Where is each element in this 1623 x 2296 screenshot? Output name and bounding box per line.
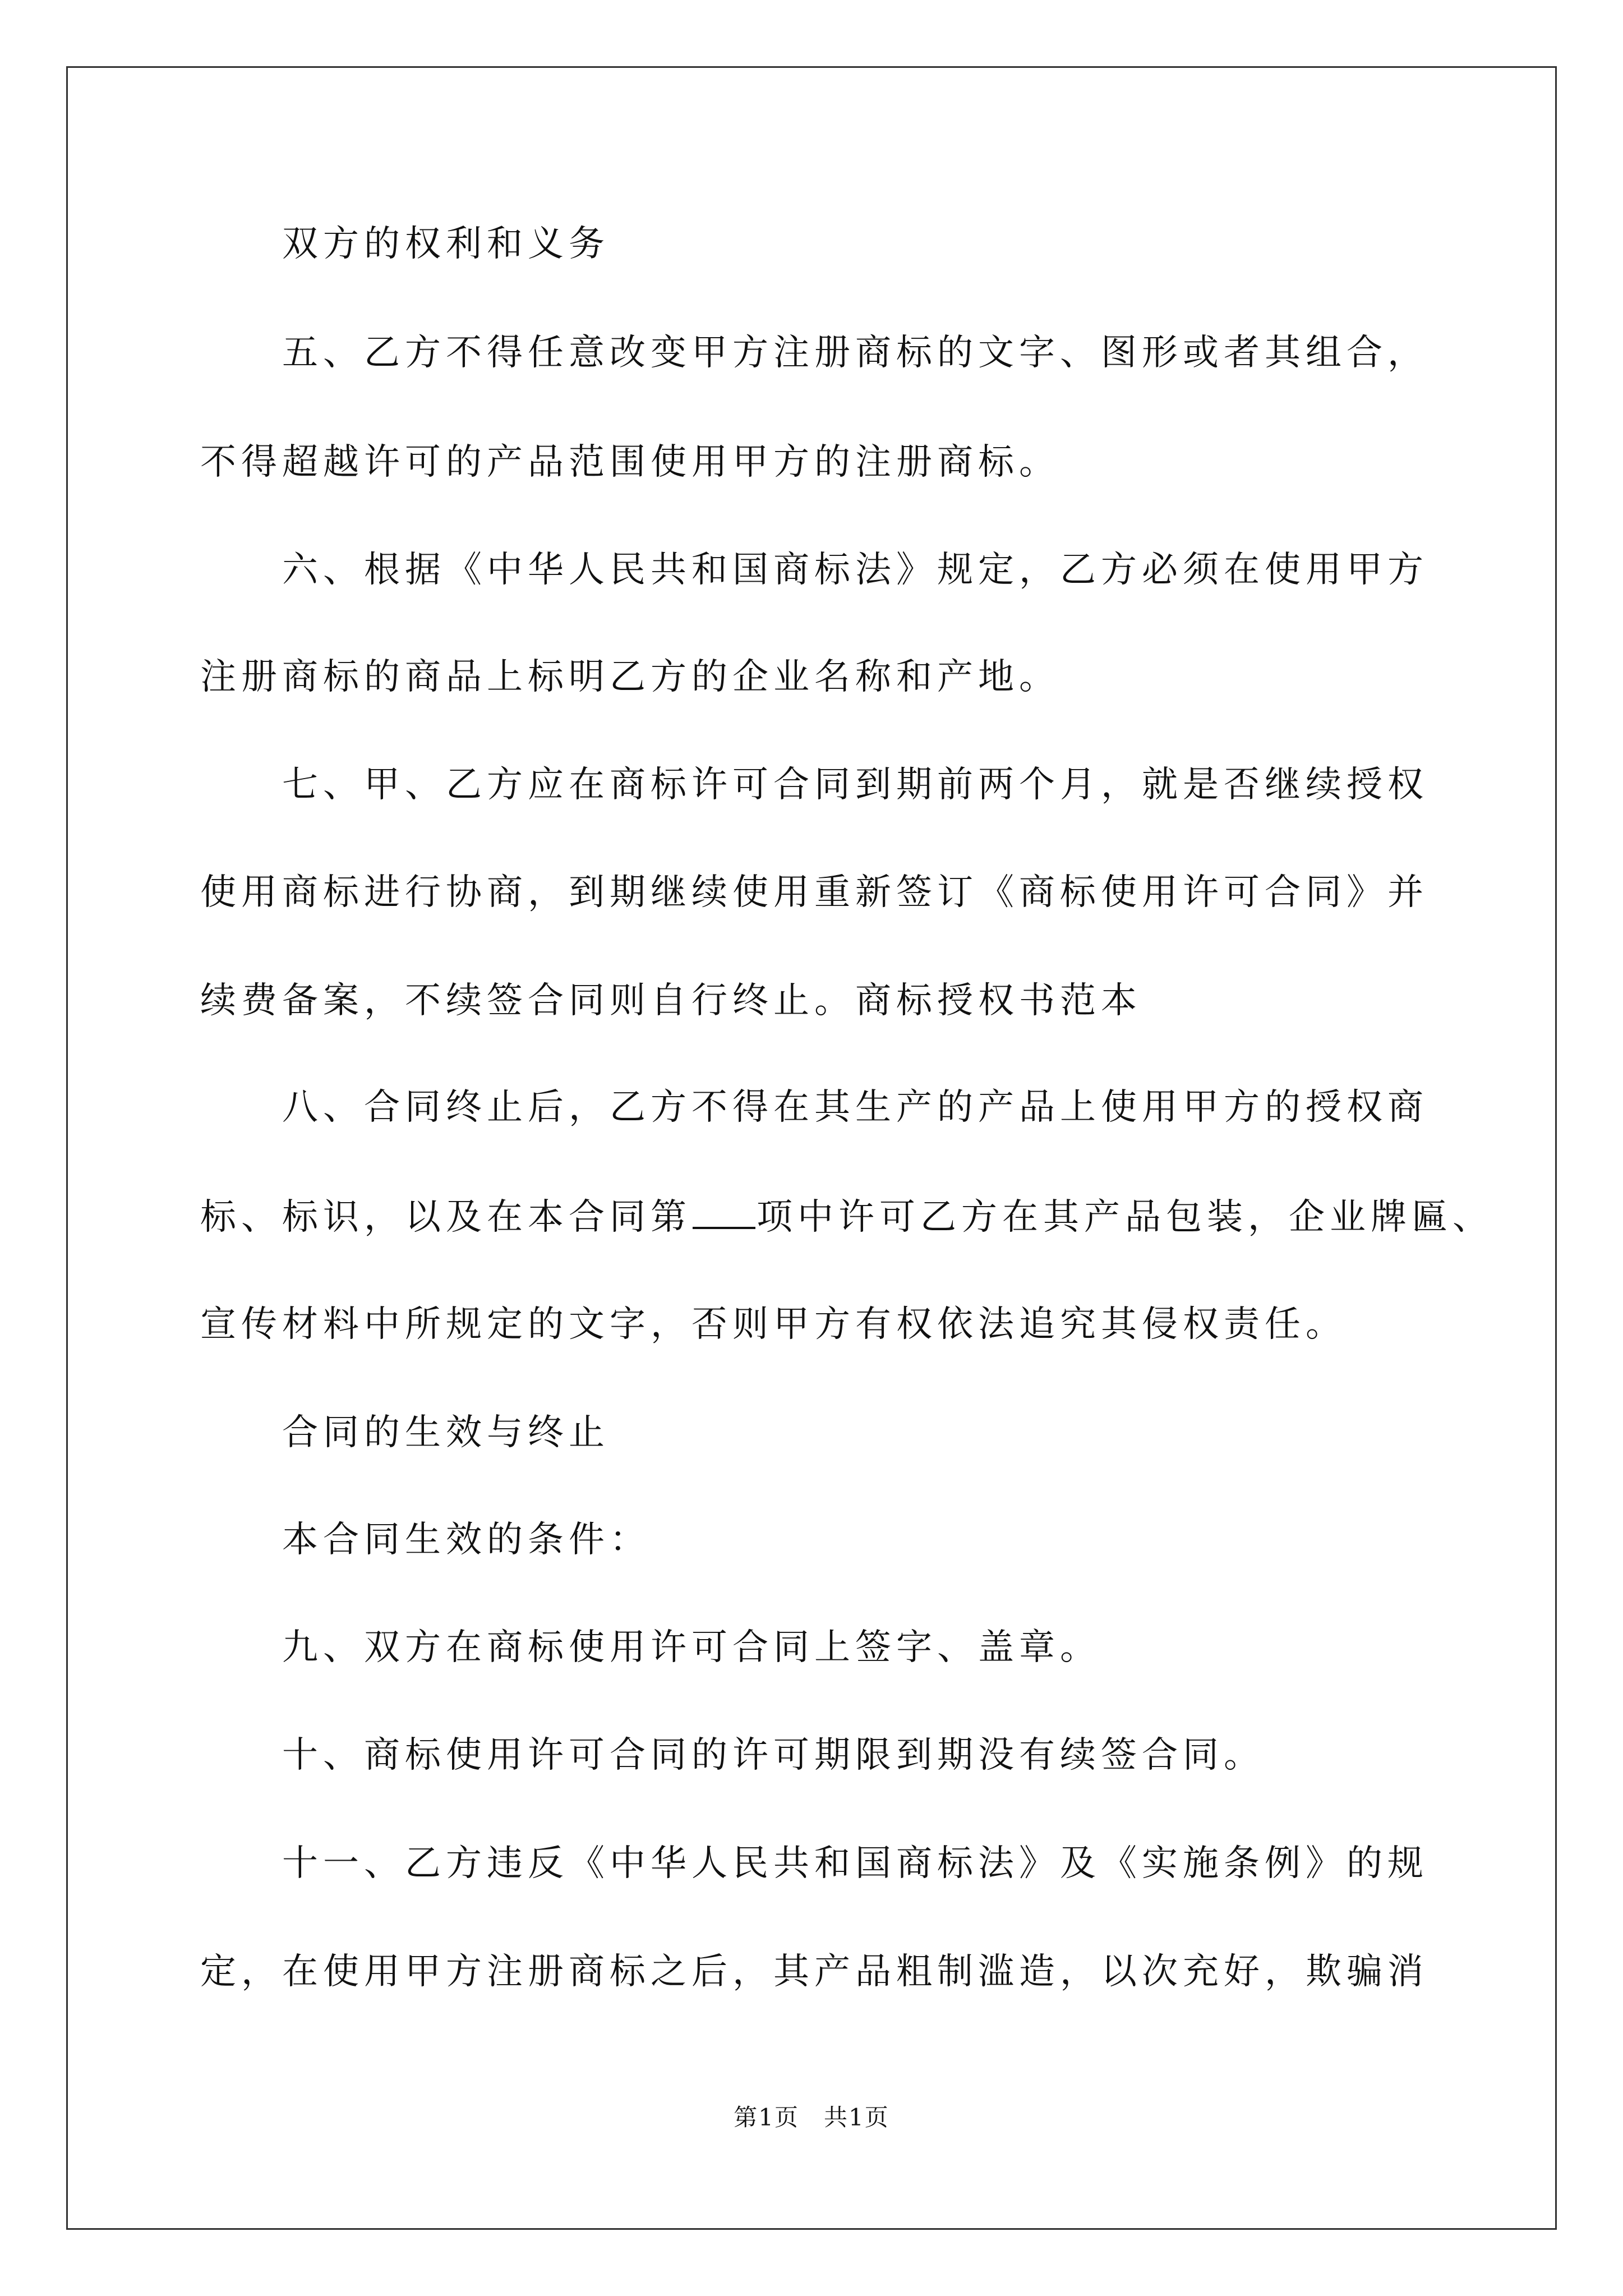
- section-heading-effect: 合同的生效与终止: [282, 1412, 610, 1453]
- paragraph-7-line-2: 使用商标进行协商，到期继续使用重新签订《商标使用许可合同》并: [200, 872, 1428, 913]
- paragraph-8-line-1: 八、合同终止后，乙方不得在其生产的产品上使用甲方的授权商: [282, 1087, 1428, 1128]
- page-border: [66, 66, 1557, 2230]
- paragraph-10: 十、商标使用许可合同的许可期限到期没有续签合同。: [282, 1734, 1265, 1776]
- paragraph-9: 九、双方在商标使用许可合同上签字、盖章。: [282, 1627, 1101, 1668]
- paragraph-8-line-2-start: 标、标识，以及在本合同第: [200, 1197, 691, 1238]
- section-heading-rights: 双方的权利和义务: [282, 223, 610, 265]
- fill-in-blank: [693, 1197, 755, 1229]
- paragraph-6-line-1: 六、根据《中华人民共和国商标法》规定，乙方必须在使用甲方: [282, 549, 1428, 591]
- page-footer: 第1页 共1页: [734, 2104, 889, 2131]
- paragraph-11-line-1: 十一、乙方违反《中华人民共和国商标法》及《实施条例》的规: [282, 1843, 1428, 1884]
- paragraph-8-line-2: [200, 1195, 1493, 1240]
- conditions-label: 本合同生效的条件：: [282, 1519, 651, 1561]
- paragraph-8-line-3: 宣传材料中所规定的文字，否则甲方有权依法追究其侵权责任。: [200, 1304, 1347, 1345]
- paragraph-11-line-2: 定，在使用甲方注册商标之后，其产品粗制滥造，以次充好，欺骗消: [200, 1951, 1428, 1993]
- paragraph-7-line-1: 七、甲、乙方应在商标许可合同到期前两个月，就是否继续授权: [282, 764, 1428, 806]
- paragraph-5-line-2: 不得超越许可的产品范围使用甲方的注册商标。: [200, 441, 1060, 483]
- paragraph-7-line-3: 续费备案，不续签合同则自行终止。商标授权书范本: [200, 980, 1142, 1022]
- paragraph-5-line-1: 五、乙方不得任意改变甲方注册商标的文字、图形或者其组合，: [282, 332, 1428, 374]
- paragraph-6-line-2: 注册商标的商品上标明乙方的企业名称和产地。: [200, 656, 1060, 698]
- paragraph-8-line-2-end: 项中许可乙方在其产品包装，企业牌匾、: [757, 1197, 1493, 1238]
